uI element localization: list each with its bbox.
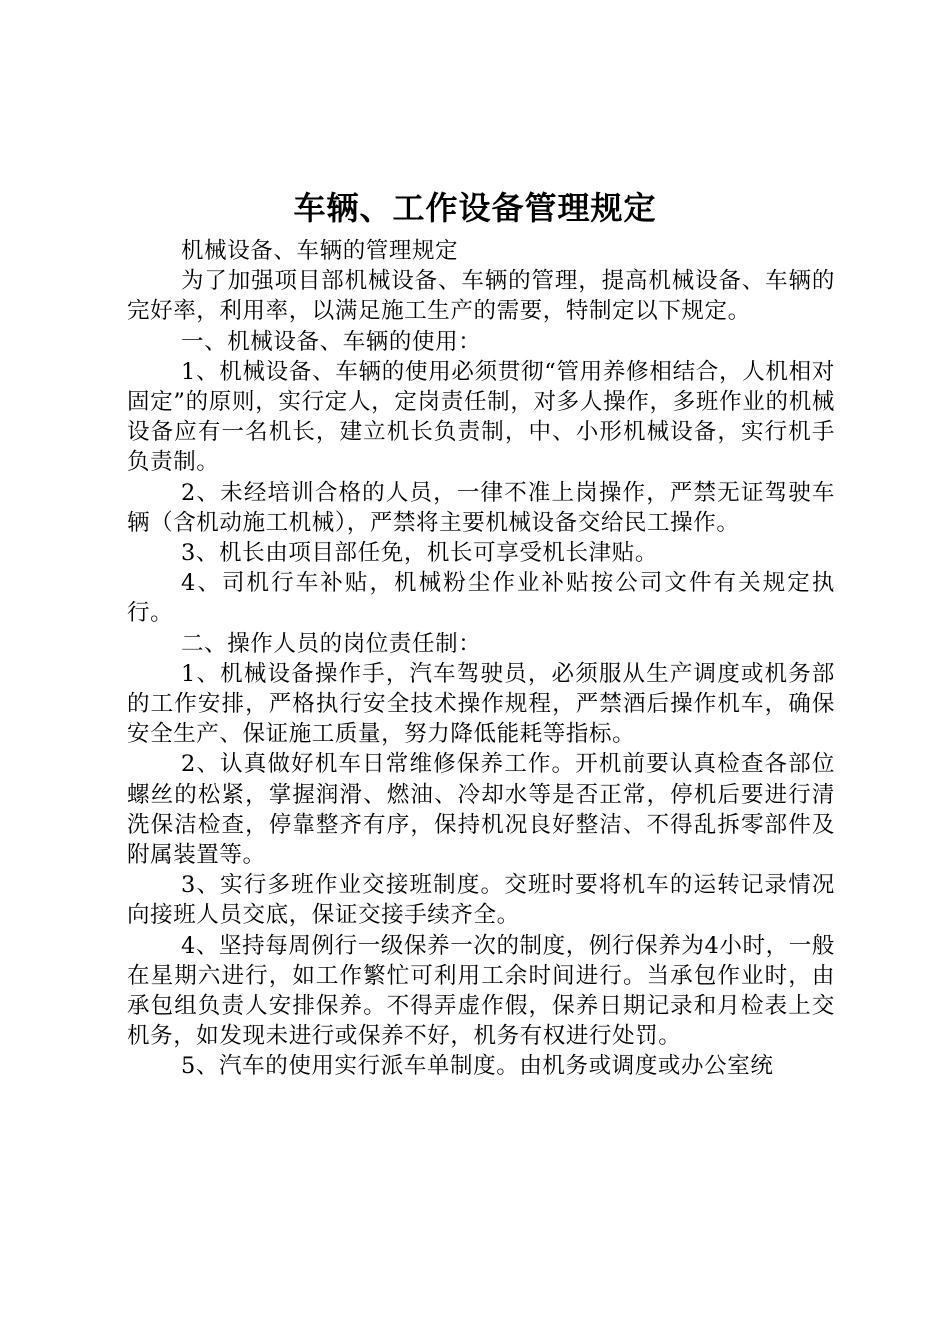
paragraph: 4、司机行车补贴，机械粉尘作业补贴按公司文件有关规定执行。 — [127, 570, 835, 627]
paragraph: 为了加强项目部机械设备、车辆的管理，提高机械设备、车辆的完好率，利用率，以满足施工生产的需要，特制定以下规定。 — [127, 268, 835, 325]
paragraph: 2、认真做好机车日常维修保养工作。开机前要认真检查各部位螺丝的松紧，掌握润滑、燃油、冷却水等是否正常，停机后要进行清洗保洁检查，停靠整齐有序，保持机况良好整洁、不得乱拆零部件及附属装置等。 — [127, 751, 835, 869]
paragraph: 4、坚持每周例行一级保养一次的制度，例行保养为4小时，一般在星期六进行，如工作繁忙可利用工余时间进行。当承包作业时，由承包组负责人安排保养。不得弄虚作假，保养日期记录和月检表上交机务，如发现未进行或保养不好，机务有权进行处罚。 — [127, 932, 835, 1050]
section-heading: 一、机械设备、车辆的使用： — [181, 328, 482, 355]
paragraph: 5、汽车的使用实行派车单制度。由机务或调度或办公室统 — [181, 1053, 774, 1080]
section-heading: 二、操作人员的岗位责任制： — [181, 630, 482, 657]
paragraph: 1、机械设备操作手，汽车驾驶员，必须服从生产调度或机务部的工作安排，严格执行安全技术操作规程，严禁酒后操作机车，确保安全生产、保证施工质量，努力降低能耗等指标。 — [127, 660, 835, 748]
paragraph: 3、实行多班作业交接班制度。交班时要将机车的运转记录情况向接班人员交底，保证交接手续齐全。 — [127, 872, 835, 929]
paragraph: 3、机长由项目部任免，机长可享受机长津贴。 — [181, 540, 658, 567]
paragraph: 1、机械设备、车辆的使用必须贯彻“管用养修相结合，人机相对固定”的原则，实行定人，定岗责任制，对多人操作，多班作业的机械设备应有一名机长，建立机长负责制，中、小形机械设备，实行机手负责制。 — [127, 358, 835, 476]
paragraph: 机械设备、车辆的管理规定 — [181, 238, 459, 264]
document-body — [127, 236, 835, 1082]
paragraph: 2、未经培训合格的人员，一律不准上岗操作，严禁无证驾驶车辆（含机动施工机械），严禁将主要机械设备交给民工操作。 — [127, 479, 835, 536]
document-title: 车辆、工作设备管理规定 — [293, 189, 657, 227]
